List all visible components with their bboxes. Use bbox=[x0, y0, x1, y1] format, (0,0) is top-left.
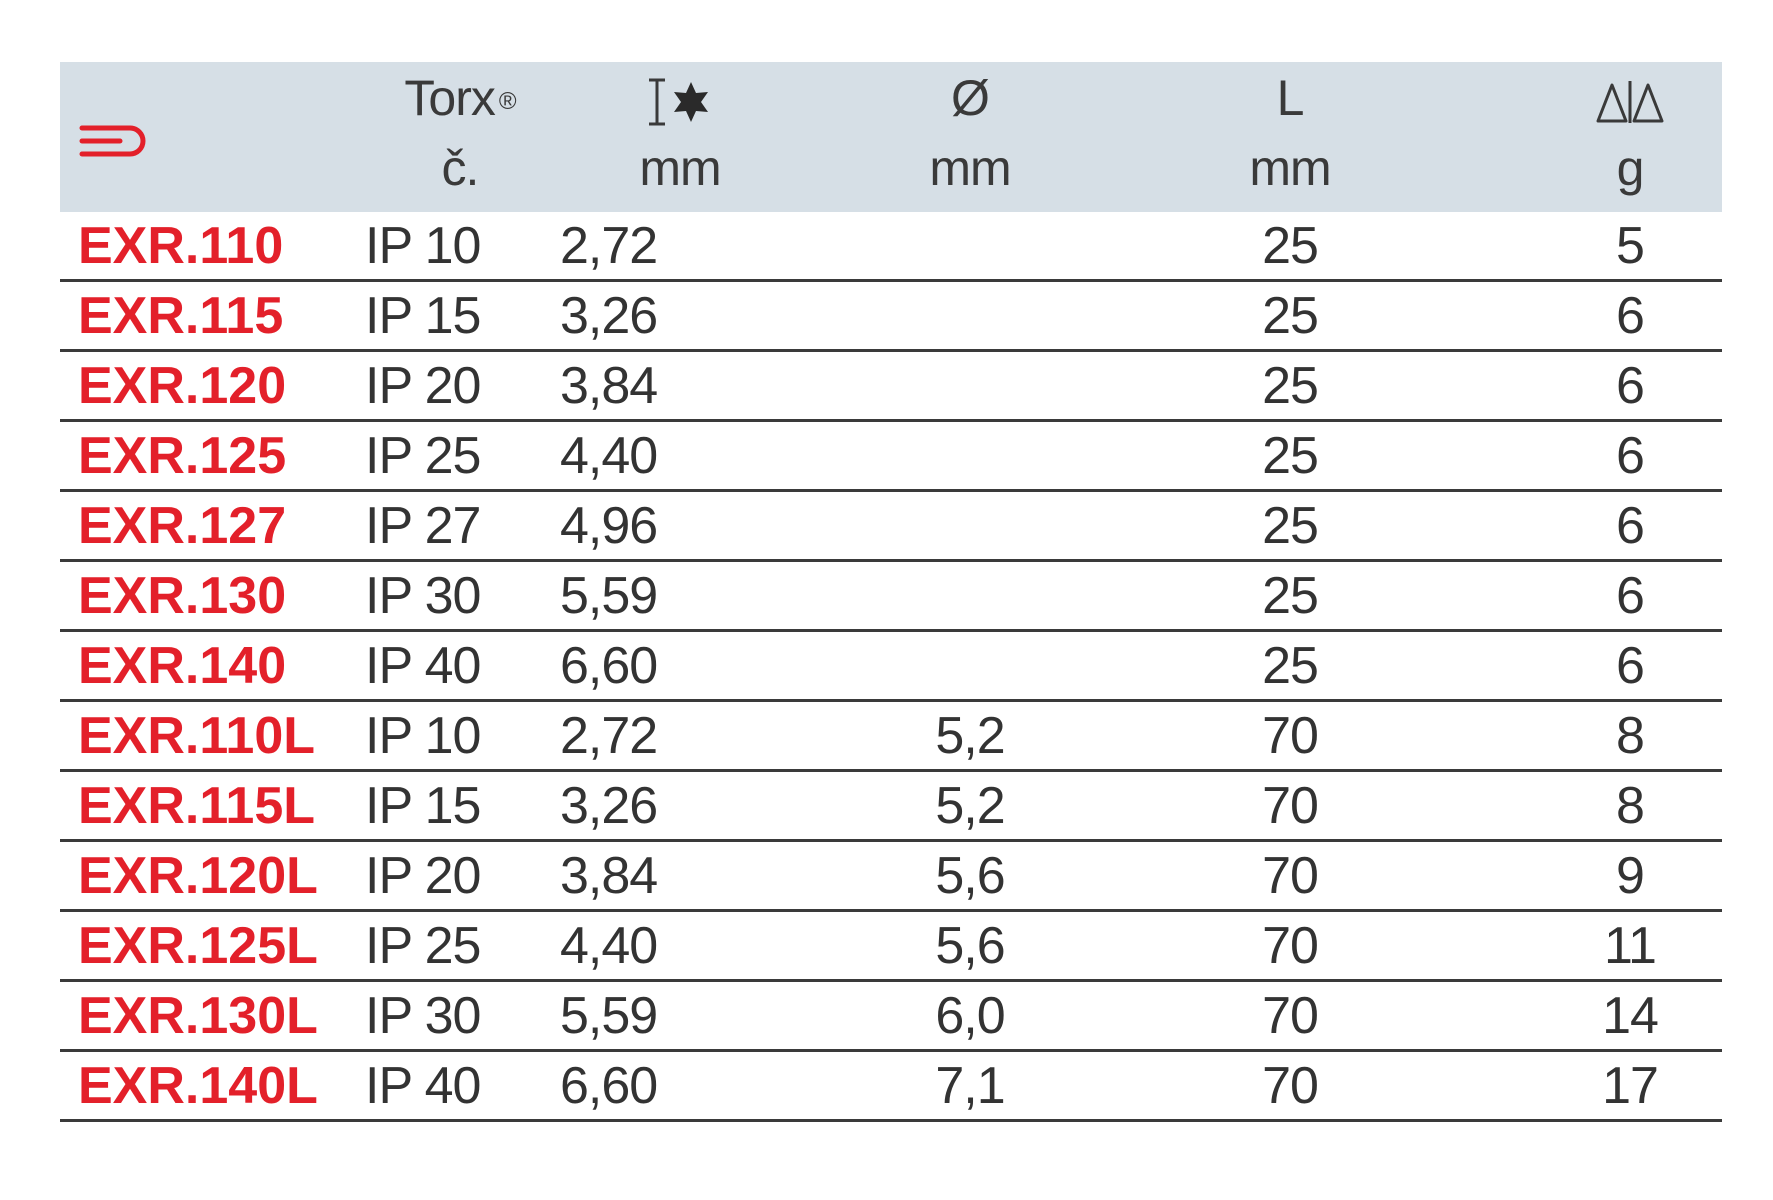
table-row bbox=[60, 912, 1722, 982]
weight-g: 6 bbox=[1616, 287, 1644, 345]
table-row bbox=[60, 702, 1722, 772]
product-code: EXR.115L bbox=[78, 777, 316, 835]
size-mm: 5,59 bbox=[560, 567, 658, 625]
weight-g: 9 bbox=[1616, 847, 1644, 905]
length-mm: 25 bbox=[1262, 427, 1318, 485]
table-row bbox=[60, 492, 1722, 562]
diameter-mm bbox=[820, 632, 1120, 700]
size-mm: 2,72 bbox=[560, 217, 658, 275]
size-mm: 3,26 bbox=[560, 777, 658, 835]
length-mm: 25 bbox=[1262, 637, 1318, 695]
product-code: EXR.110L bbox=[78, 707, 316, 765]
diameter-mm bbox=[820, 422, 1120, 490]
torx-size: IP 30 bbox=[365, 987, 481, 1045]
weight-g: 6 bbox=[1616, 357, 1644, 415]
table-row bbox=[60, 982, 1722, 1052]
weight-g: 6 bbox=[1616, 497, 1644, 555]
diameter-mm bbox=[820, 282, 1120, 350]
size-mm: 3,26 bbox=[560, 287, 658, 345]
product-code: EXR.130L bbox=[78, 987, 318, 1045]
diameter-mm: 5,6 bbox=[935, 917, 1005, 975]
header-length-unit: mm bbox=[1249, 140, 1331, 196]
diameter-mm: 5,6 bbox=[935, 847, 1005, 905]
product-code: EXR.110 bbox=[78, 217, 284, 275]
screwdriver-bit-icon bbox=[78, 120, 148, 162]
length-mm: 70 bbox=[1262, 917, 1318, 975]
length-mm: 25 bbox=[1262, 287, 1318, 345]
header-diameter-unit: mm bbox=[929, 140, 1011, 196]
weight-g: 17 bbox=[1602, 1057, 1658, 1115]
torx-size: IP 10 bbox=[365, 707, 481, 765]
torx-size: IP 10 bbox=[365, 217, 481, 275]
table-body bbox=[60, 212, 1722, 1122]
header-weight-unit: g bbox=[1616, 140, 1644, 196]
weight-scale-icon bbox=[1594, 77, 1666, 127]
length-mm: 70 bbox=[1262, 847, 1318, 905]
table-row bbox=[60, 562, 1722, 632]
torx-size: IP 15 bbox=[365, 287, 481, 345]
length-mm: 70 bbox=[1262, 1057, 1318, 1115]
torx-size: IP 30 bbox=[365, 567, 481, 625]
header-size bbox=[560, 62, 800, 212]
torx-size: IP 40 bbox=[365, 1057, 481, 1115]
size-mm: 2,72 bbox=[560, 707, 658, 765]
torx-size: IP 25 bbox=[365, 917, 481, 975]
header-torx-label: Torx bbox=[404, 70, 495, 126]
header-length bbox=[1190, 62, 1390, 212]
torx-size: IP 27 bbox=[365, 497, 481, 555]
length-mm: 70 bbox=[1262, 987, 1318, 1045]
product-code: EXR.140L bbox=[78, 1057, 318, 1115]
diameter-mm bbox=[820, 212, 1120, 280]
product-code: EXR.120 bbox=[78, 357, 287, 415]
weight-g: 8 bbox=[1616, 707, 1644, 765]
size-mm: 3,84 bbox=[560, 847, 658, 905]
length-mm: 25 bbox=[1262, 567, 1318, 625]
diameter-mm bbox=[820, 492, 1120, 560]
diameter-mm: 6,0 bbox=[935, 987, 1005, 1045]
table-row bbox=[60, 1052, 1722, 1122]
weight-g: 14 bbox=[1602, 987, 1658, 1045]
registered-mark: ® bbox=[498, 88, 516, 115]
product-code: EXR.120L bbox=[78, 847, 318, 905]
torx-size: IP 20 bbox=[365, 357, 481, 415]
size-mm: 5,59 bbox=[560, 987, 658, 1045]
header-size-unit: mm bbox=[639, 140, 721, 196]
weight-g: 8 bbox=[1616, 777, 1644, 835]
diameter-mm: 7,1 bbox=[935, 1057, 1005, 1115]
header-weight bbox=[1570, 62, 1690, 212]
table-row bbox=[60, 352, 1722, 422]
product-code: EXR.130 bbox=[78, 567, 287, 625]
product-table bbox=[60, 62, 1722, 1122]
header-torx-number: č. bbox=[441, 140, 479, 196]
length-mm: 70 bbox=[1262, 777, 1318, 835]
table-row bbox=[60, 282, 1722, 352]
weight-g: 6 bbox=[1616, 637, 1644, 695]
diameter-mm bbox=[820, 352, 1120, 420]
length-mm: 25 bbox=[1262, 497, 1318, 555]
weight-g: 5 bbox=[1616, 217, 1644, 275]
size-mm: 4,40 bbox=[560, 917, 658, 975]
product-code: EXR.125 bbox=[78, 427, 287, 485]
table-row bbox=[60, 212, 1722, 282]
header-torx bbox=[360, 62, 560, 212]
header-diameter bbox=[820, 62, 1120, 212]
torx-size: IP 40 bbox=[365, 637, 481, 695]
size-mm: 4,96 bbox=[560, 497, 658, 555]
size-mm: 4,40 bbox=[560, 427, 658, 485]
size-mm: 3,84 bbox=[560, 357, 658, 415]
table-row bbox=[60, 772, 1722, 842]
product-code: EXR.140 bbox=[78, 637, 287, 695]
torx-size: IP 15 bbox=[365, 777, 481, 835]
weight-g: 6 bbox=[1616, 427, 1644, 485]
length-mm: 70 bbox=[1262, 707, 1318, 765]
table-row bbox=[60, 632, 1722, 702]
weight-g: 6 bbox=[1616, 567, 1644, 625]
torx-size: IP 25 bbox=[365, 427, 481, 485]
product-code: EXR.127 bbox=[78, 497, 287, 555]
product-code: EXR.125L bbox=[78, 917, 318, 975]
diameter-icon: Ø bbox=[951, 70, 989, 126]
diameter-mm bbox=[820, 562, 1120, 630]
weight-g: 11 bbox=[1604, 917, 1656, 975]
diameter-mm: 5,2 bbox=[935, 777, 1005, 835]
table-row bbox=[60, 842, 1722, 912]
product-code: EXR.115 bbox=[78, 287, 284, 345]
length-mm: 25 bbox=[1262, 217, 1318, 275]
size-mm: 6,60 bbox=[560, 637, 658, 695]
torx-size: IP 20 bbox=[365, 847, 481, 905]
table-row bbox=[60, 422, 1722, 492]
header-length-label: L bbox=[1276, 70, 1304, 126]
size-mm: 6,60 bbox=[560, 1057, 658, 1115]
table-header bbox=[60, 62, 1722, 212]
diameter-mm: 5,2 bbox=[935, 707, 1005, 765]
torx-size-icon bbox=[645, 74, 715, 130]
length-mm: 25 bbox=[1262, 357, 1318, 415]
